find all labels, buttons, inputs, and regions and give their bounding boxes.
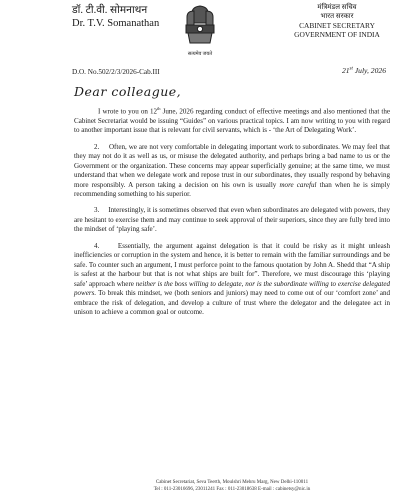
paragraph-1: I wrote to you on 12th June, 2026 regarding conduct of effective meetings and also mentioned that the Cabinet Secretariat would be issuing “Guides” on various practical topics. I am now writing to you with regard to another important issue that is relevant for civil servants, which is - ‘the Art of Delegating Work’. [74,106,390,135]
office-title-english: CABINET SECRETARY [299,21,375,30]
date-month-year: July, 2026 [354,66,386,75]
date-day: 21 [341,66,350,75]
salutation: Dear colleague, [74,84,182,99]
paragraph-number: 2. [94,142,100,151]
paragraph-2: 2. Often, we are not very comfortable in delegating important work to subordinates. We may feel that they may not do it as well as us, or misuse the delegated authority, and perhaps bring a bad name to us or the Government or the organization. These concerns may appear superficially genuine; at the same time, we must understand that when we delegate work and repose trust in our subordinates, they usually respond by behaving more responsibly. A person taking a decision on his own is usually more careful than when he is simply recommending something to his superior. [74,142,391,198]
office-title-hindi: मंत्रिमंडल सचिव [317,3,357,11]
footer-address: Cabinet Secretariat, Seva Teerth, Moulshri Mehru Marg, New Delhi-110011 [155,480,309,485]
government-hindi: भारत सरकार [320,12,354,20]
government-english: GOVERNMENT OF INDIA [294,30,380,39]
paragraph-3: 3. Interestingly, it is sometimes observed that even when subordinates are delegated with powers, they are hesitant to exercise them and may continue to seek approval of their superiors, since they are fully bred into the mindset of ‘playing safe’. [74,206,390,234]
office-title-block [282,3,392,39]
date-suffix: st [349,66,353,72]
reference-number: D.O. No.502/2/3/2026-Cab.III [72,68,160,76]
national-emblem-icon [178,3,222,51]
sender-name-hindi: डॉ. टी.वी. सोमनाथन [72,5,148,16]
letter-body [74,104,390,324]
footer-contact: Tel : 011-23016696, 23011241 Fax : 011-23018638 E-mail : cabinetsy@nic.in [153,486,311,492]
paragraph-4: 4. Essentially, the argument against delegation is that it could be risky as it might unleash inefficiencies or corruption in the system and hence, it is better to remain with the familiar surroundings and be safe. To counter such an argument, I must perforce point to the famous quotation by John A. Shedd that “A ship is safest at the harbour but that is not what ships are built for”. Therefore, we must discourage this ‘playing safe’ approach where neither is the boss willing to delegate, nor is the subordinate willing to exercise delegated powers. To break this mindset, we (both seniors and juniors) may need to come out of our ‘comfort zone’ and embrace the risk of delegation, and develop a culture of trust where the delegator and the delegatee act in unison to achieve a common goal or outcome. [74,241,391,316]
letter-footer [74,480,390,493]
sender-name-english: Dr. T.V. Somanathan [72,18,160,29]
letter-date [342,66,386,75]
sender-name-block [72,4,159,30]
emblem-caption: सत्यमेव जयते [187,52,213,57]
paragraph-number: 4. [94,241,100,250]
paragraph-number: 3. [94,206,100,215]
